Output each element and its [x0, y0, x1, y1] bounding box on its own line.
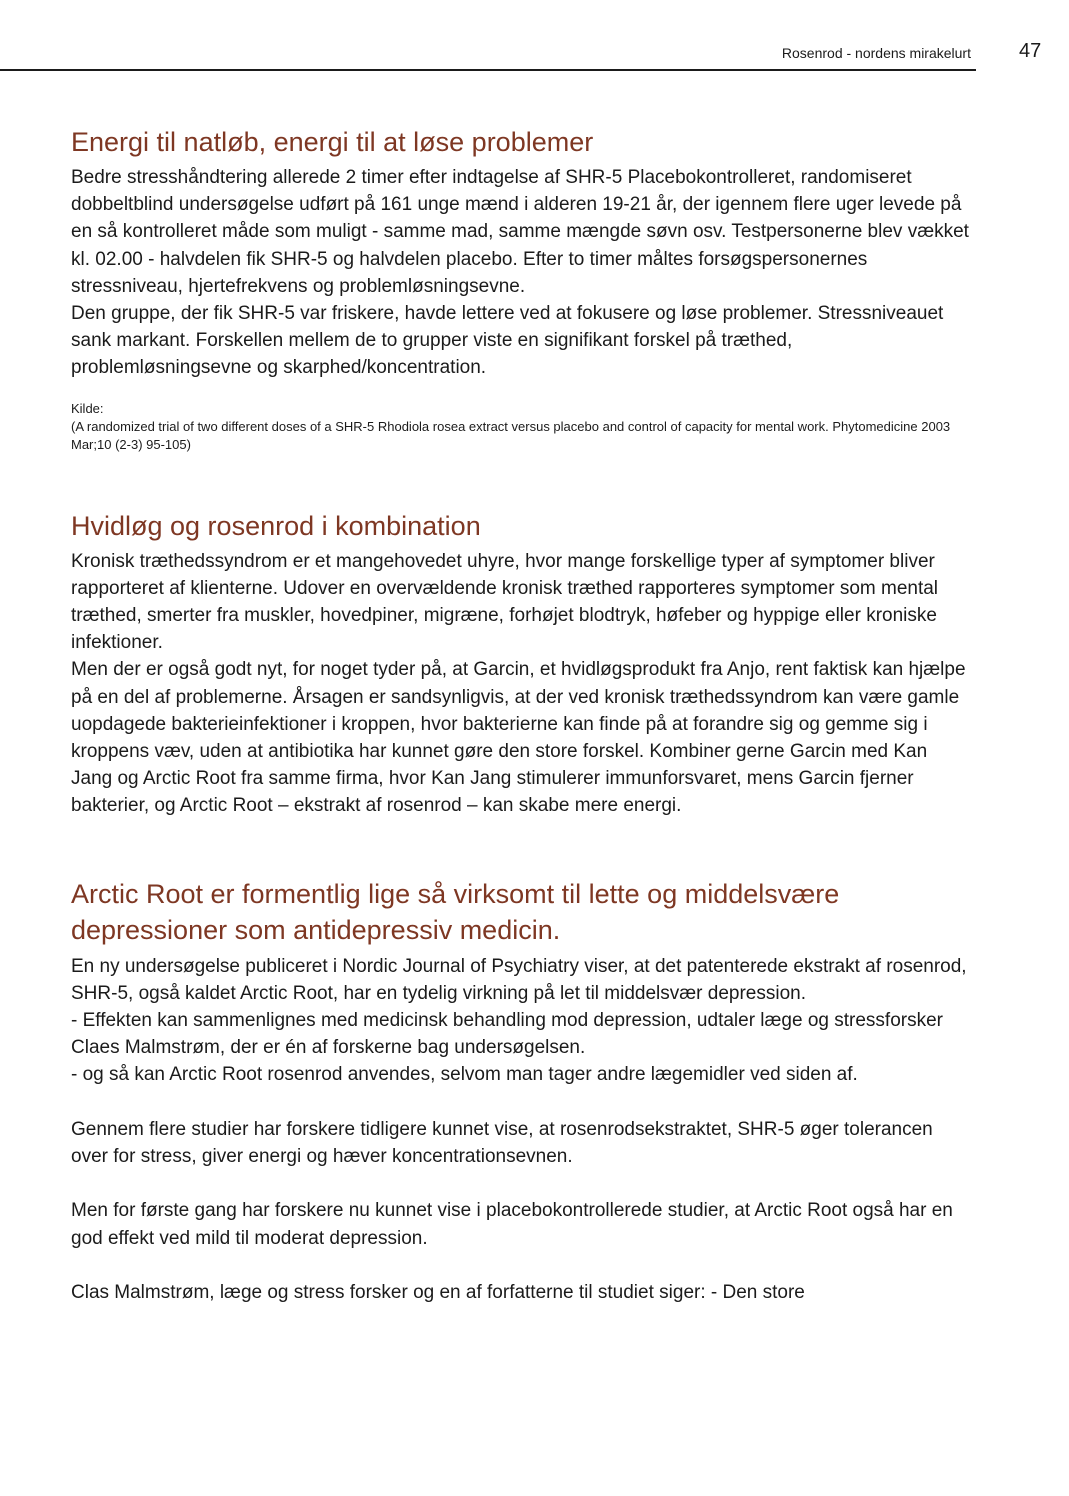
body-paragraph: Gennem flere studier har forskere tidligere kunnet vise, at rosenrodsekstraktet, SHR-5 øger tolerancen over for stress, giver energi og hæver koncentrationsevnen. — [71, 1118, 933, 1168]
source-citation — [71, 400, 971, 454]
running-title: Rosenrod - nordens mirakelurt — [781, 45, 971, 61]
section-heading: Hvidløg og rosenrod i kombination — [71, 510, 481, 541]
section-garlic — [71, 508, 971, 820]
paragraph-spacer — [71, 1252, 971, 1279]
body-paragraph: Men for første gang har forskere nu kunnet vise i placebokontrollerede studier, at Arctic Root også har en god effekt ved mild til moderat depression. — [71, 1200, 953, 1249]
body-paragraph: Kronisk træthedssyndrom er et mangehovedet uhyre, hvor mange forskellige typer af symptomer bliver rapporteret af klienterne. Udover en overvældende kronisk træthed rapporteres symptomer som mental træthed, smerter fra muskler, hovedpiner, migræne, forhøjet blodtryk, høfeber og hyppige eller kroniske infektioner. — [71, 550, 939, 654]
section-heading: Arctic Root er formentlig lige så virksomt til lette og middelsvære depressioner som antidepressiv medicin. — [71, 878, 840, 945]
body-paragraph: - Effekten kan sammenlignes med medicinsk behandling mod depression, udtaler læge og stressforsker Claes Malmstrøm, der er én af forskerne bag undersøgelsen. — [71, 1010, 943, 1059]
body-paragraph: Den gruppe, der fik SHR-5 var friskere, havde lettere ved at fokusere og løse problemer. Stressniveauet sank markant. Forskellen mellem de to grupper viste en signifikant forskel på træthed, problemløsningsevne og skarphed/koncentration. — [71, 303, 944, 379]
section-energy — [71, 124, 971, 454]
body-paragraph: - og så kan Arctic Root rosenrod anvendes, selvom man tager andre lægemidler ved siden af. — [71, 1064, 858, 1086]
page-number: 47 — [1019, 40, 1042, 62]
source-text: (A randomized trial of two different doses of a SHR-5 Rhodiola rosea extract versus placebo and control of capacity for mental work. Phytomedicine 2003 Mar;10 (2-3) 95-105) — [71, 418, 951, 452]
page-content — [71, 124, 971, 1306]
body-paragraph: Bedre stresshåndtering allerede 2 timer efter indtagelse af SHR-5 Placebokontrolleret, randomiseret dobbeltblind undersøgelse udført på 161 unge mænd i alderen 19-21 år, der igennem flere uger levede på en så kontrolleret måde som muligt - samme mad, samme mængde søvn osv. Testpersonerne blev vækket kl. 02.00 - halvdelen fik SHR-5 og halvdelen placebo. Efter to timer måltes forsøgspersonernes stressniveau, hjertefrekvens og problemløsningsevne. — [71, 167, 969, 297]
section-heading: Energi til natløb, energi til at løse problemer — [71, 127, 594, 157]
section-arctic-root — [71, 876, 971, 1307]
body-paragraph: En ny undersøgelse publiceret i Nordic Journal of Psychiatry viser, at det patenterede ekstrakt af rosenrod, SHR-5, også kaldet Arctic Root, har en tydelig virkning på let til middelsvær depression. — [71, 955, 967, 1004]
paragraph-spacer — [71, 1089, 971, 1116]
body-paragraph: Clas Malmstrøm, læge og stress forsker og en af forfatterne til studiet siger: - Den store — [71, 1282, 805, 1304]
paragraph-spacer — [71, 1170, 971, 1197]
body-paragraph: Men der er også godt nyt, for noget tyder på, at Garcin, et hvidløgsprodukt fra Anjo, rent faktisk kan hjælpe på en del af problemerne. Årsagen er sandsynligvis, at der ved kronisk træthedssyndrom kan være gamle uopdagede bakterieinfektioner i kroppen, hvor bakterierne kan finde på at forandre sig og gemme sig i kroppens væv, uden at antibiotika har kunnet gøre den store forskel. Kombiner gerne Garcin med Kan Jang og Arctic Root fra samme firma, hvor Kan Jang stimulerer immunforsvaret, mens Garcin fjerner bakterier, og Arctic Root – ekstrakt af rosenrod – kan skabe mere energi. — [71, 659, 966, 817]
source-label: Kilde: — [71, 400, 104, 416]
header-rule — [0, 69, 976, 71]
